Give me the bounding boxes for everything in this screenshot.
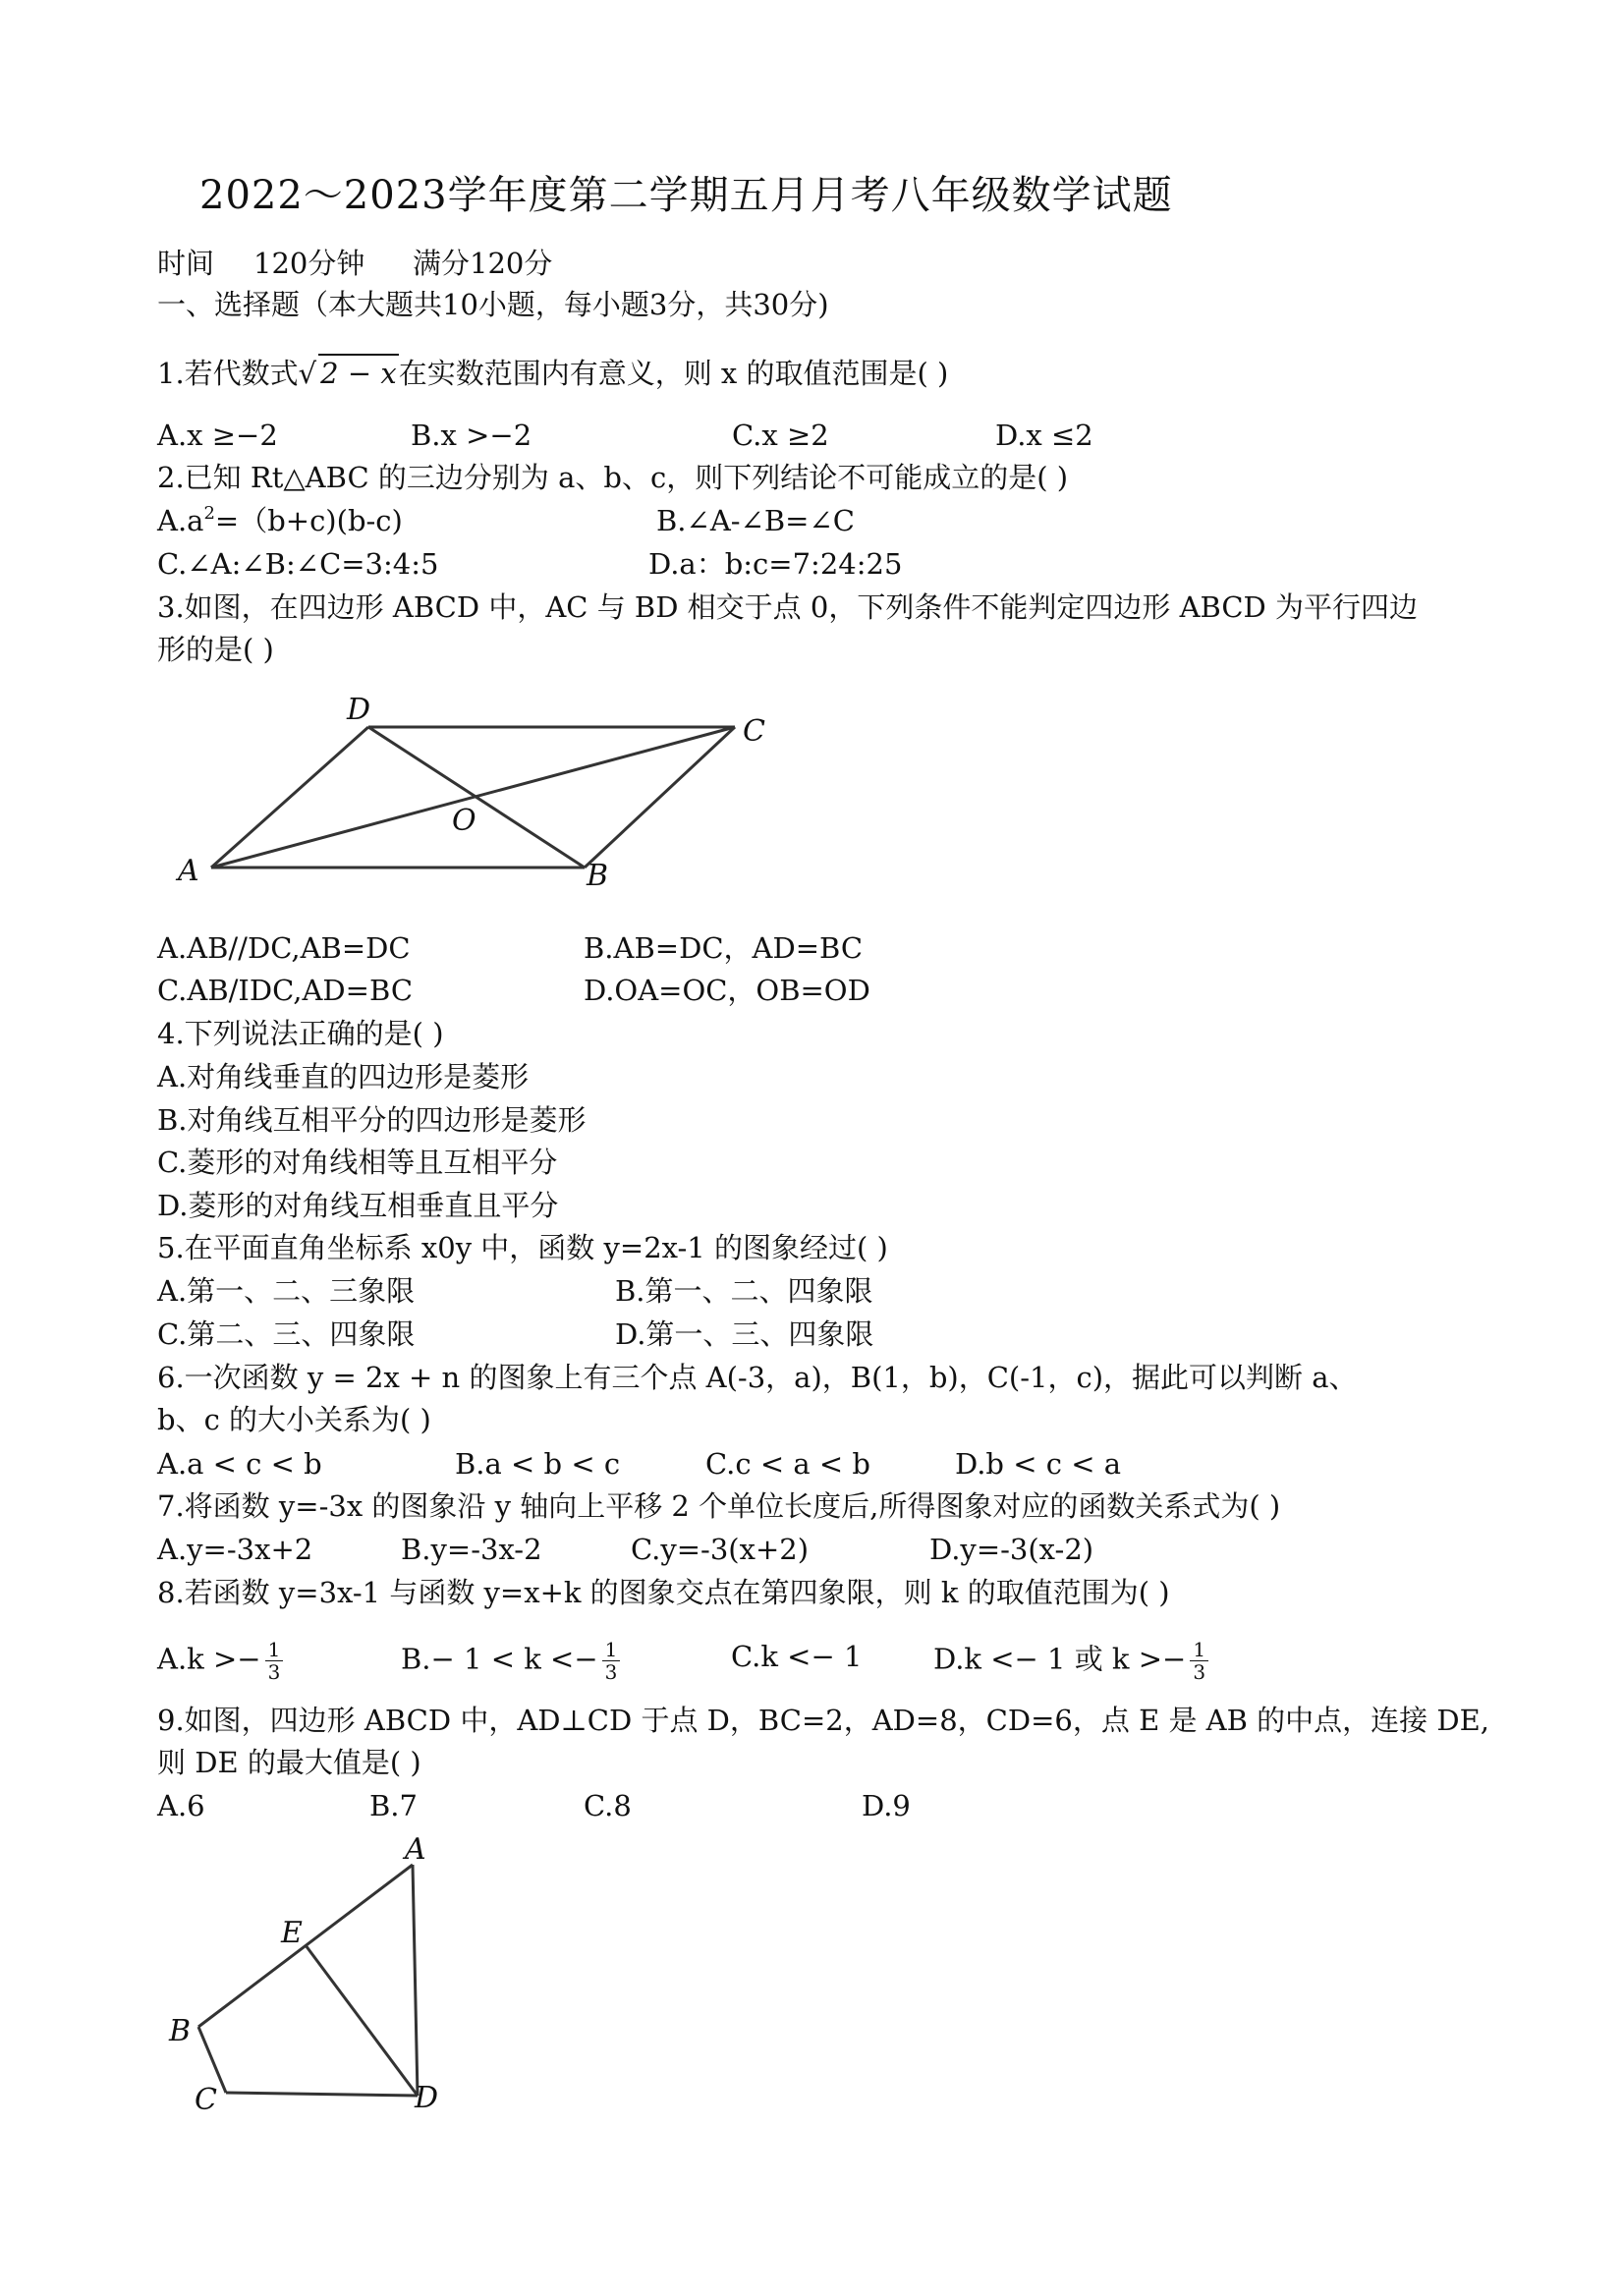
q1-stem-before: 1.若代数式 <box>157 357 299 390</box>
q9-label-a: A <box>405 1837 426 1867</box>
q9-edge-cd <box>226 2093 418 2096</box>
q7-option-b: B.y=-3x-2 <box>401 1533 542 1566</box>
q8-option-b-fraction <box>602 1639 621 1683</box>
q1-stem-after: 在实数范围内有意义，则 x 的取值范围是( ) <box>398 357 949 390</box>
q1-option-c: C.x ≥2 <box>732 419 829 452</box>
q5-option-d: D.第一、三、四象限 <box>615 1317 874 1351</box>
q9-option-a: A.6 <box>157 1789 205 1822</box>
q2-option-d: D.a：b:c=7:24:25 <box>648 547 903 581</box>
q2-option-a <box>157 503 403 538</box>
q8-option-d-text: D.k <− 1 或 k >− <box>933 1642 1187 1676</box>
q3-diagonal-bd <box>368 727 585 868</box>
q8-option-b-text: B.− 1 < k <− <box>401 1642 598 1676</box>
q1-option-d: D.x ≤2 <box>995 419 1093 452</box>
time-label: 时间 <box>157 247 215 280</box>
q8-option-b <box>401 1639 620 1683</box>
q7-option-d: D.y=-3(x-2) <box>929 1533 1094 1566</box>
q1-radicand: 2 − x <box>318 354 399 391</box>
q8-option-a-frac-den: 3 <box>267 1660 281 1684</box>
q3-option-b: B.AB=DC，AD=BC <box>584 931 864 965</box>
q6-option-c: C.c < a < b <box>705 1447 870 1481</box>
q8-option-b-frac-num: 1 <box>602 1639 621 1661</box>
q9-quadrilateral-figure <box>157 1837 472 2122</box>
page-title: 2022～2023学年度第二学期五月月考八年级数学试题 <box>199 173 1173 218</box>
time-value: 120分钟 <box>253 247 365 280</box>
q8-stem: 8.若函数 y=3x-1 与函数 y=x+k 的图象交点在第四象限，则 k 的取值范围为( ) <box>157 1576 1170 1609</box>
q8-option-d <box>933 1639 1208 1683</box>
q2-option-c: C.∠A:∠B:∠C=3:4:5 <box>157 547 439 581</box>
q5-stem: 5.在平面直角坐标系 x0y 中，函数 y=2x-1 的图象经过( ) <box>157 1231 888 1264</box>
q1-option-a: A.x ≥−2 <box>157 419 278 452</box>
q6-option-a: A.a < c < b <box>157 1447 322 1481</box>
q6-stem-line2: b、c 的大小关系为( ) <box>157 1403 431 1436</box>
q6-option-d: D.b < c < a <box>955 1447 1122 1481</box>
q1-option-b: B.x >−2 <box>411 419 532 452</box>
q5-option-b: B.第一、二、四象限 <box>615 1274 873 1308</box>
q1-stem <box>157 354 948 391</box>
q9-label-b: B <box>169 2014 192 2048</box>
q9-label-c: C <box>195 2083 217 2117</box>
q4-option-a: A.对角线垂直的四边形是菱形 <box>157 1060 530 1093</box>
q9-option-c: C.8 <box>584 1789 632 1822</box>
q3-option-d: D.OA=OC，OB=OD <box>584 974 870 1007</box>
q2-option-a-sup: 2 <box>203 503 215 524</box>
q3-label-d: D <box>347 693 371 727</box>
q3-label-o: O <box>452 804 476 838</box>
q3-option-c: C.AB/IDC,AD=BC <box>157 974 414 1007</box>
q4-option-c: C.菱形的对角线相等且互相平分 <box>157 1146 558 1179</box>
q8-option-a <box>157 1639 283 1683</box>
score-label: 满分120分 <box>413 247 553 280</box>
q3-label-b: B <box>587 859 609 893</box>
q3-stem-line1: 3.如图，在四边形 ABCD 中，AC 与 BD 相交于点 0，下列条件不能判定四边形 ABCD 为平行四边 <box>157 590 1419 624</box>
q6-option-b: B.a < b < c <box>455 1447 621 1481</box>
q9-option-d: D.9 <box>862 1789 911 1822</box>
q9-segment-de <box>306 1945 418 2096</box>
q3-label-c: C <box>743 714 765 749</box>
q4-option-d: D.菱形的对角线互相垂直且平分 <box>157 1189 559 1222</box>
q9-option-b: B.7 <box>369 1789 418 1822</box>
q8-option-d-frac-den: 3 <box>1193 1660 1206 1684</box>
q9-label-d: D <box>415 2081 439 2115</box>
q7-stem: 7.将函数 y=-3x 的图象沿 y 轴向上平移 2 个单位长度后,所得图象对应的函数关系式为( ) <box>157 1489 1281 1523</box>
q8-option-a-frac-num: 1 <box>265 1639 284 1661</box>
q4-stem: 4.下列说法正确的是( ) <box>157 1017 444 1050</box>
q8-option-d-fraction <box>1190 1639 1208 1683</box>
q8-option-a-text: A.k >− <box>157 1642 261 1676</box>
q3-parallelogram-figure <box>167 688 796 904</box>
q7-option-a: A.y=-3x+2 <box>157 1533 313 1566</box>
q9-stem-line2: 则 DE 的最大值是( ) <box>157 1746 421 1779</box>
q6-stem-line1 <box>157 1360 1358 1395</box>
q3-option-a: A.AB//DC,AB=DC <box>157 931 411 965</box>
section-heading: 一、选择题（本大题共10小题，每小题3分，共30分) <box>157 288 829 321</box>
q4-option-b: B.对角线互相平分的四边形是菱形 <box>157 1103 587 1137</box>
q2-option-a-before: A.a <box>157 504 204 537</box>
q9-stem-line1: 9.如图，四边形 ABCD 中，AD⊥CD 于点 D，BC=2，AD=8，CD=6，点 E 是 AB 的中点，连接 DE, <box>157 1704 1490 1737</box>
q8-option-d-frac-num: 1 <box>1190 1639 1208 1661</box>
q8-option-c: C.k <− 1 <box>731 1640 863 1673</box>
q2-option-b: B.∠A-∠B=∠C <box>656 504 855 537</box>
q6-function: y = 2x + n <box>307 1361 461 1394</box>
q7-option-c: C.y=-3(x+2) <box>631 1533 810 1566</box>
q1-radical: √ 2 − x <box>299 357 399 390</box>
q6-stem-before: 6.一次函数 <box>157 1361 299 1394</box>
q5-option-a: A.第一、二、三象限 <box>157 1274 416 1308</box>
q5-option-c: C.第二、三、四象限 <box>157 1317 416 1351</box>
q9-label-e: E <box>281 1916 303 1950</box>
q3-stem-line2: 形的是( ) <box>157 633 274 666</box>
q6-stem-after: 的图象上有三个点 A(-3，a)，B(1，b)，C(-1，c)，据此可以判断 a、 <box>469 1361 1358 1394</box>
q2-stem: 2.已知 Rt△ABC 的三边分别为 a、b、c，则下列结论不可能成立的是( ) <box>157 461 1069 494</box>
q8-option-b-frac-den: 3 <box>604 1660 618 1684</box>
q3-label-a: A <box>178 854 199 888</box>
q2-option-a-after: =（b+c)(b-c) <box>214 504 403 537</box>
q9-edge-ad <box>413 1865 418 2096</box>
q8-option-a-fraction <box>265 1639 284 1683</box>
